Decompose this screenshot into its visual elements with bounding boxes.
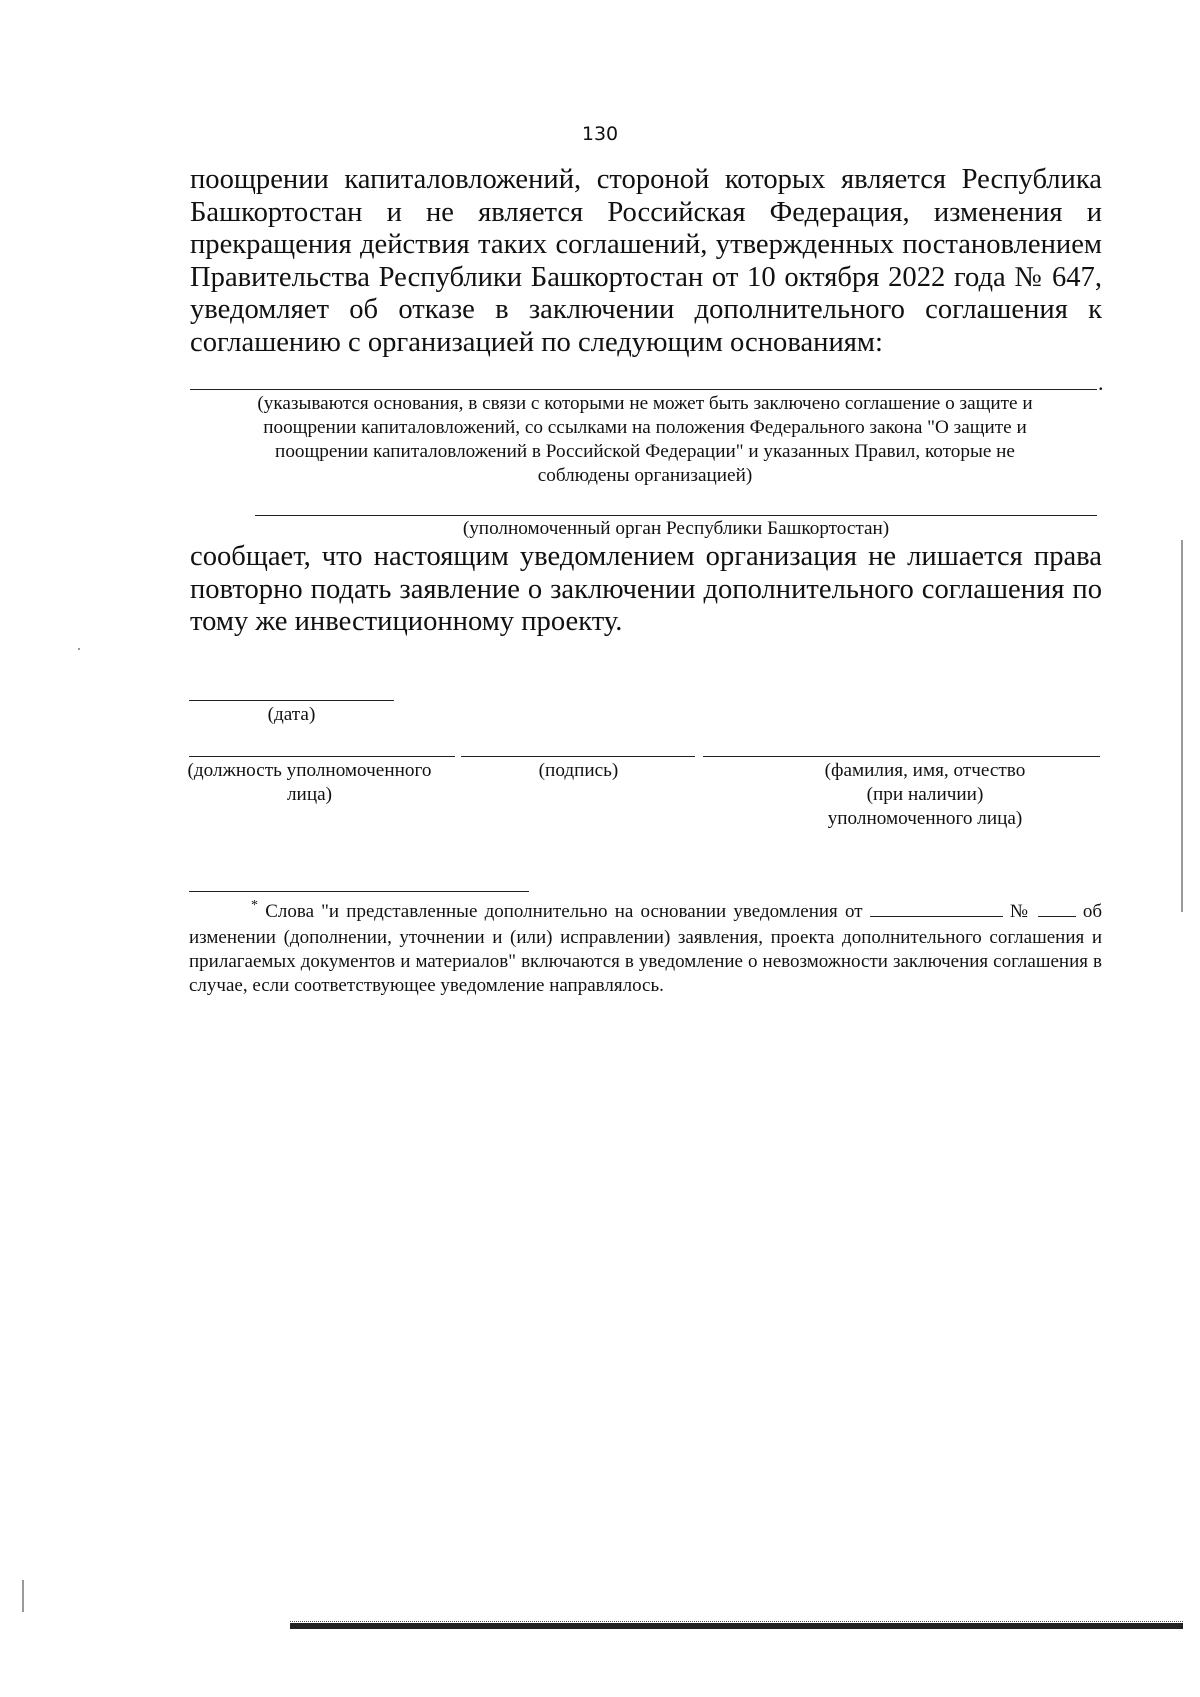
scan-edge-mark — [1181, 540, 1183, 912]
authority-blank-line[interactable] — [255, 515, 1097, 516]
date-caption: (дата) — [267, 704, 316, 725]
notice-number-blank[interactable] — [1038, 900, 1076, 917]
signature-caption: (подпись) — [538, 760, 619, 781]
footnote-marker: * — [251, 898, 258, 913]
signature-blank-line[interactable] — [461, 756, 695, 757]
footnote-text-start: Слова "и представленные дополнительно на основании уведомления от — [265, 901, 863, 922]
authority-caption: (уполномоченный орган Республики Башкортостан) — [462, 518, 890, 539]
footnote-text-end: об изменении (дополнении, уточнении и (или) исправлении) заявления, проекта дополнительного соглашения и прилагаемых документов и материалов" включаются в уведомление о невозможности заключения соглашения в случае, если соответствующее уведомление направлялось. — [189, 901, 1103, 996]
page-number: 130 — [581, 123, 619, 145]
reasons-caption: (указываются основания, в связи с которыми не может быть заключено соглашение о защите и поощрении капиталовложений, со ссылками на положения Федерального закона "О защите и поощрении капиталовложений в Российской Федерации" и указанных Правил, которые не соблюдены организацией) — [257, 393, 1033, 486]
reasons-blank-line[interactable] — [190, 389, 1097, 390]
scan-edge-mark — [22, 1580, 24, 1612]
scan-bottom-bar — [290, 1623, 1183, 1629]
footnote — [189, 900, 1102, 998]
paragraph-notice: сообщает, что настоящим уведомлением организация не лишается права повторно подать заявление о заключении дополнительного соглашения по тому же инвестиционному проекту. — [190, 541, 1102, 637]
name-caption: (фамилия, имя, отчество (при наличии) уполномоченного лица) — [824, 760, 1026, 829]
paragraph-refusal: поощрении капиталовложений, стороной которых является Республика Башкортостан и не является Российская Федерация, изменения и прекращения действия таких соглашений, утвержденных постановлением Правительства Республики Башкортостан от 10 октября 2022 года № 647, уведомляет об отказе в заключении дополнительного соглашения к соглашению с организацией по следующим основаниям: — [190, 164, 1102, 358]
notice-date-blank[interactable] — [870, 900, 1003, 917]
date-blank-line[interactable] — [189, 700, 394, 701]
position-caption: (должность уполномоченного лица) — [187, 760, 432, 805]
name-blank-line[interactable] — [703, 756, 1100, 757]
position-blank-line[interactable] — [189, 756, 455, 757]
reasons-period: . — [1098, 370, 1104, 395]
footnote-number-sign: № — [1009, 901, 1031, 922]
scan-bottom-edge — [290, 1621, 1183, 1622]
footnote-separator — [189, 891, 529, 892]
scan-speck — [78, 648, 80, 650]
